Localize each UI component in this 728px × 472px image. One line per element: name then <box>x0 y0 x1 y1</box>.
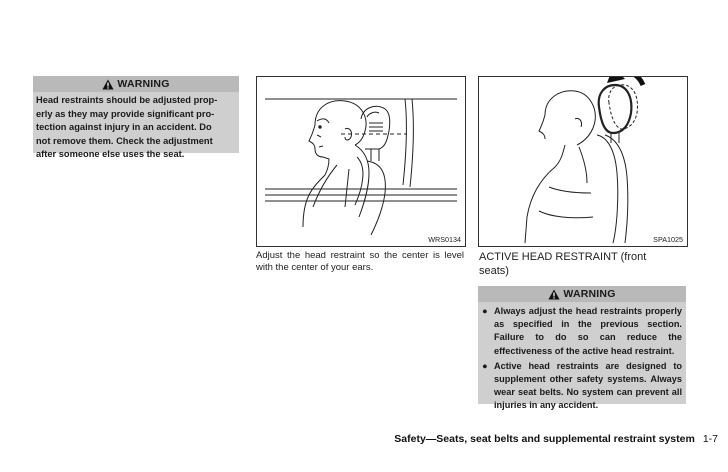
figure-active-head-restraint <box>478 76 688 247</box>
warning-triangle-icon <box>102 79 114 90</box>
warning-box-right <box>478 286 686 411</box>
warning-line: Head restraints should be adjusted prop- <box>36 95 218 105</box>
page-footer <box>394 433 718 445</box>
warning-list <box>478 305 686 413</box>
section-title: ACTIVE HEAD RESTRAINT (front seats) <box>479 251 647 277</box>
warning-line: tection against injury in an accident. Do <box>36 122 212 133</box>
warning-line: erly as they may provide significant pro- <box>36 108 215 119</box>
warning-line: not remove them. Check the adjustment <box>36 135 213 146</box>
warning-text <box>33 94 239 162</box>
figure-code: SPA1025 <box>653 235 683 244</box>
warning-item-text: Always adjust the head restraints properly as specified in the previous section. Failure to do so can reduce the effectiveness of the active head restraint. <box>494 306 682 356</box>
footer-chapter: Safety—Seats, seat belts and supplemental restraint system <box>394 433 695 445</box>
warning-item <box>481 360 682 413</box>
figure-caption: Adjust the head restraint so the center is level with the center of your ears. <box>256 250 464 273</box>
warning-title: WARNING <box>117 78 170 90</box>
warning-item <box>481 305 682 358</box>
figure-code: WRS0134 <box>428 235 461 244</box>
page-number: 1-7 <box>702 433 718 445</box>
warning-triangle-icon <box>548 289 560 300</box>
active-head-restraint-illustration <box>479 77 687 246</box>
figure-head-restraint-adjust <box>256 76 466 247</box>
warning-title: WARNING <box>563 288 616 300</box>
warning-line: after someone else uses the seat. <box>36 149 185 160</box>
warning-header <box>33 76 239 92</box>
warning-item-text: Active head restraints are designed to supplement other safety systems. Always wear seat belts. No system can prevent all injuries in any accident. <box>494 360 682 411</box>
head-restraint-illustration <box>257 77 465 246</box>
warning-header <box>478 286 686 302</box>
bullet-icon: ● <box>482 360 488 371</box>
bullet-icon: ● <box>482 306 488 316</box>
warning-box-left <box>33 76 239 160</box>
